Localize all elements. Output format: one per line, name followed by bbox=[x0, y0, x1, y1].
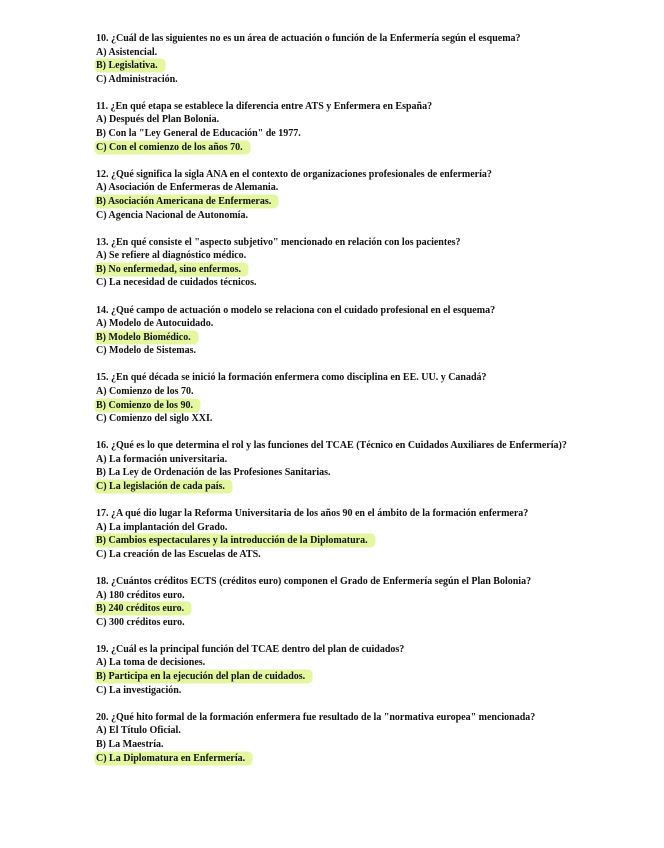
answer-option-text: A) El Título Oficial. bbox=[96, 725, 181, 737]
answer-option-text: C) Comienzo del siglo XXI. bbox=[96, 413, 213, 425]
answer-option bbox=[96, 466, 576, 480]
question-block bbox=[96, 236, 576, 290]
answer-option-text: A) Comienzo de los 70. bbox=[96, 385, 194, 397]
answer-option-text: A) Asistencial. bbox=[96, 46, 158, 58]
answer-option bbox=[96, 113, 576, 127]
answer-option-highlighted bbox=[96, 534, 576, 548]
answer-option-text: A) Asociación de Enfermeras de Alemania. bbox=[96, 182, 279, 194]
answer-option bbox=[96, 453, 576, 467]
question-block bbox=[96, 575, 576, 629]
answer-option bbox=[96, 249, 576, 263]
answer-option-text: A) Modelo de Autocuidado. bbox=[96, 318, 214, 330]
answer-option-text: C) La creación de las Escuelas de ATS. bbox=[96, 548, 261, 560]
answer-option-text: A) La toma de decisiones. bbox=[96, 657, 206, 669]
answer-option-text: B) Comienzo de los 90. bbox=[96, 400, 199, 411]
question-text: 10. ¿Cuál de las siguientes no es un área de actuación o función de la Enfermería según el esquema? bbox=[96, 33, 521, 44]
question-text: 13. ¿En qué consiste el "aspecto subjetivo" mencionado en relación con los pacientes? bbox=[96, 236, 461, 248]
answer-option-text: B) No enfermedad, sino enfermos. bbox=[96, 264, 247, 275]
answer-option-highlighted bbox=[96, 399, 576, 413]
question-block bbox=[96, 439, 576, 493]
question-text: 16. ¿Qué es lo que determina el rol y las funciones del TCAE (Técnico en Cuidados Auxiliares de Enfermería)? bbox=[96, 440, 567, 452]
answer-option bbox=[96, 344, 576, 358]
answer-option-text: C) Agencia Nacional de Autonomía. bbox=[96, 209, 248, 221]
answer-option-text: A) Después del Plan Bolonia. bbox=[96, 114, 220, 126]
answer-option-highlighted bbox=[96, 670, 576, 684]
answer-option-text: A) La formación universitaria. bbox=[96, 453, 228, 465]
question-block bbox=[96, 32, 576, 86]
answer-option-text: B) 240 créditos euro. bbox=[96, 603, 190, 614]
answer-option-text: B) Participa en la ejecución del plan de cuidados. bbox=[96, 671, 311, 682]
answer-option-text: B) Con la "Ley General de Educación" de 1977. bbox=[96, 128, 301, 140]
answer-option-text: C) Con el comienzo de los años 70. bbox=[96, 142, 249, 153]
question-block bbox=[96, 168, 576, 222]
answer-option bbox=[96, 738, 576, 752]
answer-option bbox=[96, 724, 576, 738]
answer-option bbox=[96, 548, 576, 562]
answer-option bbox=[96, 317, 576, 331]
answer-option bbox=[96, 385, 576, 399]
answer-option-text: C) La investigación. bbox=[96, 684, 182, 696]
question-text: 20. ¿Qué hito formal de la formación enfermera fue resultado de la "normativa europea" mencionada? bbox=[96, 711, 536, 723]
question-block bbox=[96, 100, 576, 154]
question-text: 12. ¿Qué significa la sigla ANA en el contexto de organizaciones profesionales de enfermería? bbox=[96, 168, 492, 180]
answer-option bbox=[96, 209, 576, 223]
question-block bbox=[96, 507, 576, 561]
answer-option bbox=[96, 656, 576, 670]
answer-option-text: C) Administración. bbox=[96, 73, 178, 85]
answer-option-highlighted bbox=[96, 331, 576, 345]
question-text: 17. ¿A qué dio lugar la Reforma Universitaria de los años 90 en el ámbito de la formación enfermera? bbox=[96, 508, 529, 520]
answer-option bbox=[96, 589, 576, 603]
answer-option-text: B) La Ley de Ordenación de las Profesiones Sanitarias. bbox=[96, 467, 331, 479]
question-text: 14. ¿Qué campo de actuación o modelo se relaciona con el cuidado profesional en el esquema? bbox=[96, 304, 496, 316]
answer-option bbox=[96, 46, 576, 60]
answer-option-text: C) 300 créditos euro. bbox=[96, 616, 185, 628]
answer-option-text: C) La necesidad de cuidados técnicos. bbox=[96, 277, 257, 289]
answer-option bbox=[96, 73, 576, 87]
answer-option bbox=[96, 521, 576, 535]
question-text: 19. ¿Cuál es la principal función del TCAE dentro del plan de cuidados? bbox=[96, 643, 405, 655]
question-block bbox=[96, 643, 576, 697]
answer-option-highlighted bbox=[96, 263, 576, 277]
answer-option-highlighted bbox=[96, 195, 576, 209]
answer-option-text: B) Cambios espectaculares y la introducción de la Diplomatura. bbox=[96, 535, 374, 546]
answer-option-text: B) Legislativa. bbox=[96, 60, 164, 71]
answer-option-highlighted bbox=[96, 602, 576, 616]
answer-option-highlighted bbox=[96, 480, 576, 494]
answer-option bbox=[96, 127, 576, 141]
question-text: 11. ¿En qué etapa se establece la diferencia entre ATS y Enfermera en España? bbox=[96, 100, 433, 112]
answer-option bbox=[96, 181, 576, 195]
answer-option-text: C) Modelo de Sistemas. bbox=[96, 345, 196, 357]
question-text: 15. ¿En qué década se inició la formación enfermera como disciplina en EE. UU. y Canadá? bbox=[96, 372, 487, 384]
answer-option-text: C) La Diplomatura en Enfermería. bbox=[96, 753, 251, 764]
answer-option-text: B) La Maestría. bbox=[96, 738, 164, 750]
answer-option-text: B) Modelo Biomédico. bbox=[96, 332, 197, 343]
answer-option bbox=[96, 412, 576, 426]
answer-option bbox=[96, 616, 576, 630]
answer-option-highlighted bbox=[96, 141, 576, 155]
question-block bbox=[96, 711, 576, 765]
question-block bbox=[96, 304, 576, 358]
answer-option-highlighted bbox=[96, 752, 576, 766]
question-block bbox=[96, 371, 576, 425]
answer-option-highlighted bbox=[96, 59, 576, 73]
answer-option-text: A) Se refiere al diagnóstico médico. bbox=[96, 250, 247, 262]
quiz-page bbox=[96, 32, 576, 779]
answer-option bbox=[96, 276, 576, 290]
answer-option-text: C) La legislación de cada país. bbox=[96, 481, 231, 492]
question-text: 18. ¿Cuántos créditos ECTS (créditos euro) componen el Grado de Enfermería según el Plan Bolonia? bbox=[96, 576, 532, 587]
answer-option-text: A) 180 créditos euro. bbox=[96, 589, 185, 601]
answer-option bbox=[96, 684, 576, 698]
answer-option-text: B) Asociación Americana de Enfermeras. bbox=[96, 196, 277, 207]
answer-option-text: A) La implantación del Grado. bbox=[96, 521, 228, 533]
